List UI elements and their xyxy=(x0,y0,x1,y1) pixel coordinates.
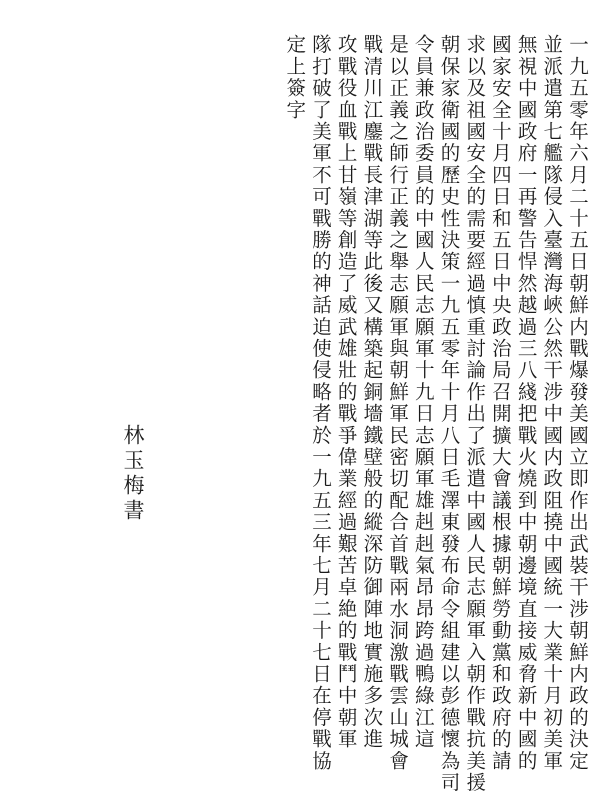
text-column: 一九五零年六月二十五日朝鮮内戰爆發美國立即作出武裝干涉朝鮮内政的決定 xyxy=(566,34,589,772)
text-column: 隊打破了美軍不可戰勝的神話迫使侵略者於一九五三年七月二十七日在停戰協 xyxy=(308,34,332,772)
text-column: 令員兼政治委員的中國人民志願軍十九日志願軍雄赳赳氣昂昂跨過鴨綠江這 xyxy=(411,34,435,751)
text-column: 並派遣第七艦隊侵入臺灣海峽公然干涉中國内政阻撓中國統一大業十月初美軍 xyxy=(540,34,564,772)
text-column: 無視中國政府一再警告悍然越過三八綫把戰火燒到中朝邊境直接威脅新中國的 xyxy=(514,34,538,772)
text-column: 國家安全十月四日和五日中央政治局召開擴大會議根據朝鮮勞動黨和政府的請 xyxy=(488,34,512,772)
calligraphy-main-text xyxy=(282,34,590,794)
calligrapher-signature: 林玉梅書 xyxy=(121,424,145,524)
text-column: 攻戰役血戰上甘嶺等創造了威武雄壯的戰爭偉業經過艱苦卓絶的戰鬥中朝軍 xyxy=(334,34,358,751)
text-column: 求以及祖國安全的需要經過慎重討論作出了派遣中國人民志願軍入朝作戰抗美援 xyxy=(463,34,487,794)
text-column: 是以正義之師行正義之舉志願軍與朝鮮軍民密切配合首戰兩水洞激戰雲山城會 xyxy=(386,34,410,772)
text-column: 戰清川江鏖戰長津湖等此後又構築起銅墻鐵壁般的縱深防御陣地實施多次進 xyxy=(360,34,384,751)
text-column: 朝保家衛國的歷史性決策一九五零年十月八日毛澤東發布命令組建以彭德懷為司 xyxy=(437,34,461,794)
text-column: 定上簽字 xyxy=(283,34,307,121)
